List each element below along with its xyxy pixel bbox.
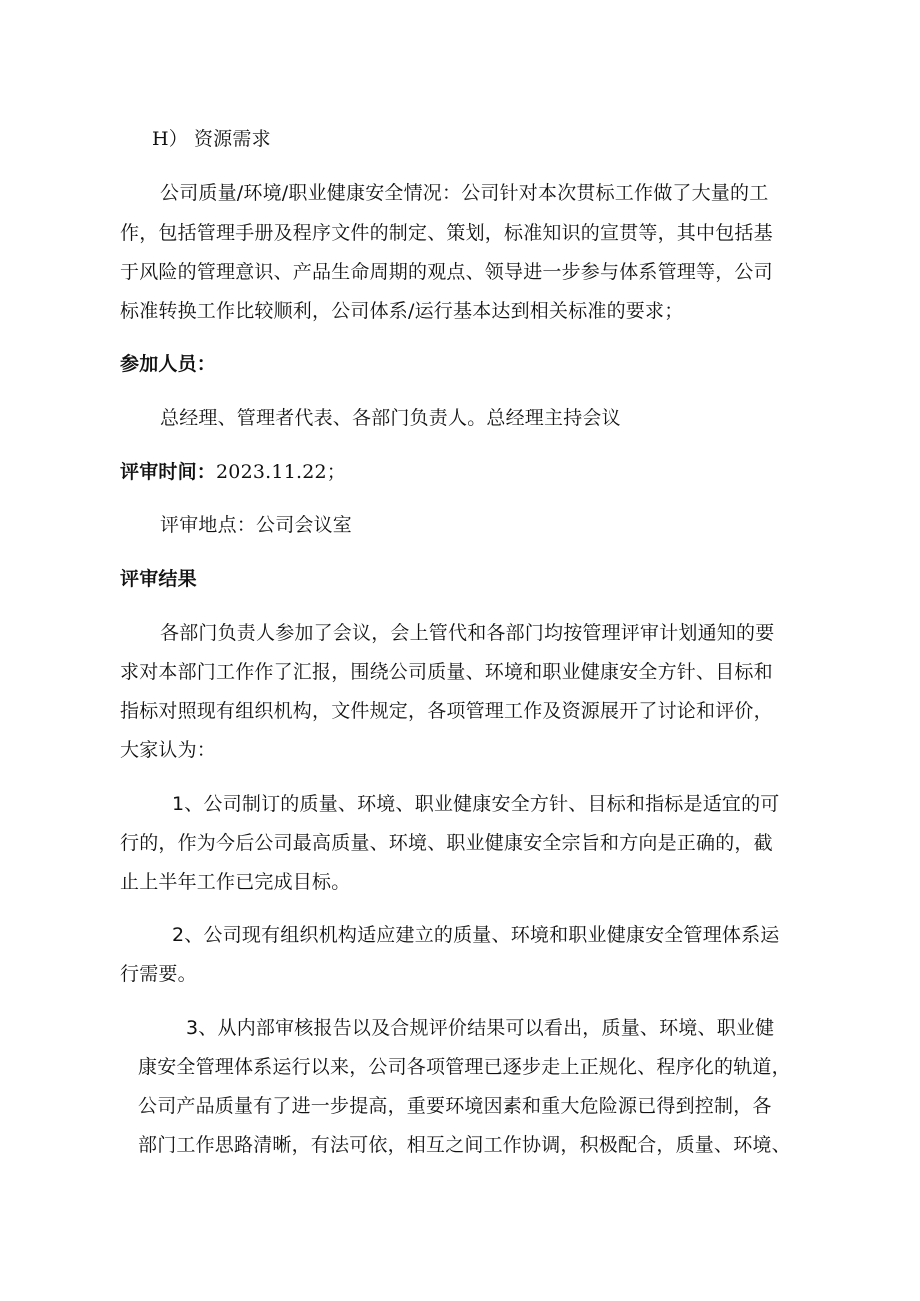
result-item-1-line: 行的，作为今后公司最高质量、环境、职业健康安全宗旨和方向是正确的，截 bbox=[120, 832, 773, 854]
result-item-3-line: 公司产品质量有了进一步提高，重要环境因素和重大危险源已得到控制，各 bbox=[138, 1095, 772, 1117]
participants-label: 参加人员： bbox=[120, 353, 217, 375]
review-result-heading: 评审结果 bbox=[120, 568, 197, 590]
review-time-label: 评审时间： bbox=[120, 461, 217, 483]
quality-status-line: 标准转换工作比较顺利，公司体系/运行基本达到相关标准的要求； bbox=[120, 300, 684, 322]
quality-status-line: 作，包括管理手册及程序文件的制定、策划，标准知识的宣贯等，其中包括基 bbox=[120, 222, 773, 244]
result-item-2-line: 2、公司现有组织机构适应建立的质量、环境和职业健康安全管理体系运 bbox=[172, 924, 780, 946]
quality-status-line: 公司质量/环境/职业健康安全情况：公司针对本次贯标工作做了大量的工 bbox=[160, 182, 769, 204]
quality-status-line: 于风险的管理意识、产品生命周期的观点、领导进一步参与体系管理等，公司 bbox=[120, 261, 773, 283]
review-result-intro-line: 指标对照现有组织机构，文件规定，各项管理工作及资源展开了讨论和评价， bbox=[120, 700, 773, 722]
result-item-3-line: 部门工作思路清晰，有法可依，相互之间工作协调，积极配合，质量、环境、 bbox=[138, 1134, 791, 1156]
participants-value: 总经理、管理者代表、各部门负责人。总经理主持会议 bbox=[160, 407, 621, 429]
result-item-1-line: 1、公司制订的质量、环境、职业健康安全方针、目标和指标是适宜的可 bbox=[172, 793, 780, 815]
review-result-intro-line: 各部门负责人参加了会议，会上管代和各部门均按管理评审计划通知的要 bbox=[160, 622, 775, 644]
result-item-3-line: 康安全管理体系运行以来，公司各项管理已逐步走上正规化、程序化的轨道， bbox=[138, 1056, 791, 1078]
review-result-intro-line: 求对本部门工作作了汇报，围绕公司质量、环境和职业健康安全方针、目标和 bbox=[120, 661, 773, 683]
result-item-3-line: 3、从内部审核报告以及合规评价结果可以看出，质量、环境、职业健 bbox=[186, 1017, 775, 1039]
section-h-heading bbox=[152, 126, 271, 152]
result-item-1-line: 止上半年工作已完成目标。 bbox=[120, 871, 351, 893]
section-h-marker: H） bbox=[152, 128, 188, 150]
review-time bbox=[120, 459, 346, 485]
result-item-2-line: 行需要。 bbox=[120, 963, 197, 985]
review-time-value: 2023.11.22； bbox=[216, 461, 347, 483]
review-location: 评审地点：公司会议室 bbox=[160, 514, 353, 536]
section-h-title: 资源需求 bbox=[193, 128, 271, 150]
review-result-intro-line: 大家认为： bbox=[120, 739, 217, 761]
